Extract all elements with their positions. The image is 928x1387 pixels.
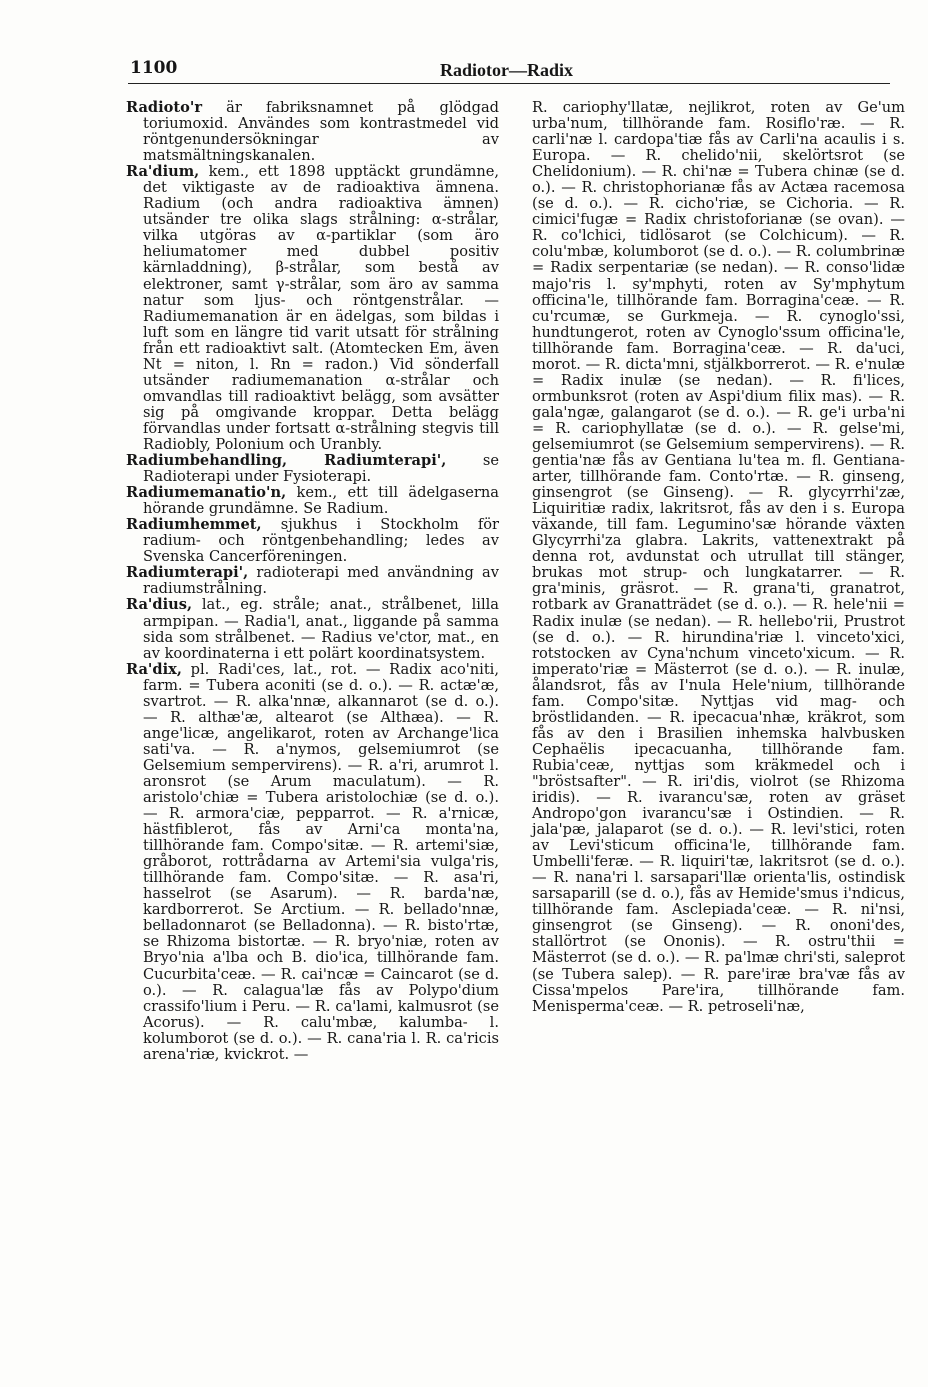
entry-definition: är fabriksnamnet på glödgad toriumoxid. Användes som kontrastmedel vid röntgenundersökningar av matsmältningskanalen. xyxy=(143,99,499,165)
entry-headword: Ra'dix, xyxy=(126,660,182,678)
entry-headword: Ra'dium, xyxy=(126,163,200,181)
left-column xyxy=(126,100,499,1063)
page-number: 1100 xyxy=(130,58,178,78)
dictionary-entry xyxy=(126,100,499,164)
radix-continuation-text: R. cariophy'llatæ, nejlikrot, roten av Ge'um urba'num, tillhörande fam. Rosiflo'ræ. — R. carli'næ l. cardopa'tiæ fås av Carli'na acaulis i s. Europa. — R. chelido'nii, skelörtsrot (se Chelidonium). — R. chi'næ = Tubera chinæ (se d. o.). — R. christophorianæ fås av Actæa racemosa (se d. o.). — R. cicho'riæ, se Cichoria. — R. cimici'fugæ = Radix christoforianæ (se ovan). — R. co'lchici, tidlösarot (se Colchicum). — R. colu'mbæ, kolumborot (se d. o.). — R. columbrinæ = Radix serpentariæ (se nedan). — R. conso'lidæ majo'ris l. sy'mphyti, roten av Sy'mphytum officina'le, tillhörande fam. Borragina'ceæ. — R. cu'rcumæ, se Gurkmeja. — R. cynoglo'ssi, hundtungerot, roten av Cynoglo'ssum officina'le, tillhörande fam. Borragina'ceæ. — R. da'uci, morot. — R. dicta'mni, stjälkborrerot. — R. e'nulæ = Radix inulæ (se nedan). — R. fi'lices, ormbunksrot (roten av Aspi'dium filix mas). — R. gala'ngæ, galangarot (se d. o.). — R. ge'i urba'ni = R. cariophyllatæ (se d. o.). — R. gelse'mi, gelsemiumrot (se Gelsemium sempervirens). — R. gentia'næ fås av Gentiana lu'tea m. fl. Gentiana-arter, tillhörande fam. Conto'rtæ. — R. ginseng, ginsengrot (se Ginseng). — R. glycyrrhi'zæ, Liquiritiæ radix, lakritsrot, fås av den i s. Europa växande, till fam. Legumino'sæ hörande växten Glycyrrhi'za glabra. Lakrits, vattenextrakt på denna rot, avdunstat och utrullat till stänger, brukas mot strup- och lungkatarrer. — R. gra'minis, gräsrot. — R. grana'ti, granatrot, rotbark av Granatträdet (se d. o.). — R. hele'nii = Radix inulæ (se nedan). — R. hellebo'rii, Prustrot (se d. o.). — R. hirundina'riæ l. vinceto'xici, rotstocken av Cyna'nchum vinceto'xicum. — R. imperato'riæ = Mästerrot (se d. o.). — R. inulæ, ålandsrot, fås av I'nula Hele'nium, tillhörande fam. Compo'sitæ. Nyttjas vid mag- och bröstlidanden. — R. ipecacua'nhæ, kräkrot, som fås av den i Brasilien inhemska halvbusken Cephaëlis ipecacuanha, tillhörande fam. Rubia'ceæ, nyttjas som kräkmedel och i "bröstsafter". — R. iri'dis, violrot (se Rhizoma iridis). — R. ivarancu'sæ, roten av gräset Andropo'gon ivarancu'sæ i Ostindien. — R. jala'pæ, jalaparot (se d. o.). — R. levi'stici, roten av Levi'sticum officina'le, tillhörande fam. Umbelli'feræ. — R. liquiri'tæ, lakritsrot (se d. o.). — R. nana'ri l. sarsapari'llæ orienta'lis, ostindisk sarsaparill (se d. o.), fås av Hemide'smus i'ndicus, tillhörande fam. Asclepiada'ceæ. — R. ni'nsi, ginsengrot (se Ginseng). — R. ononi'des, stallörtrot (se Ononis). — R. ostru'thii = Mästerrot (se d. o.). — R. pa'lmæ chri'sti, saleprot (se Tubera salep). — R. pare'iræ bra'væ fås av Cissa'mpelos Pare'ira, tillhörande fam. Menisperma'ceæ. — R. petroseli'næ, xyxy=(532,99,905,1015)
entry-definition: lat., eg. stråle; anat., strålbenet, lilla armpipan. — Radia'l, anat., liggande på samma sida som strålbenet. — Radius ve'ctor, mat., en av koordinaterna i ett polärt koordinatsystem. xyxy=(143,596,499,662)
entry-headword: Radioto'r xyxy=(126,99,203,116)
dictionary-entry xyxy=(126,453,499,485)
entry-definition: sjukhus i Stockholm för radium- och röntgenbehandling; ledes av Svenska Cancerföreningen. xyxy=(143,516,499,566)
dictionary-entry xyxy=(126,597,499,661)
header-rule xyxy=(128,83,890,84)
entry-definition: pl. Radi'ces, lat., rot. — Radix aco'niti, farm. = Tubera aconiti (se d. o.). — R. actæ'æ, svartrot. — R. alka'nnæ, alkannarot (se d. o.). — R. althæ'æ, altearot (se Althæa). — R. ange'licæ, angelikarot, roten av Archange'lica sati'va. — R. a'nymos, gelsemiumrot (se Gelsemium sempervirens). — R. a'ri, arumrot l. aronsrot (se Arum maculatum). — R. aristolo'chiæ = Tubera aristolochiæ (se d. o.). — R. armora'ciæ, pepparrot. — R. a'rnicæ, hästfiblerot, fås av Arni'ca monta'na, tillhörande fam. Compo'sitæ. — R. artemi'siæ, gråborot, rottrådarna av Artemi'sia vulga'ris, tillhörande fam. Compo'sitæ. — R. asa'ri, hasselrot (se Asarum). — R. barda'næ, kardborrerot. Se Arctium. — R. bellado'nnæ, belladonnarot (se Belladonna). — R. bisto'rtæ, se Rhizoma bistortæ. — R. bryo'niæ, roten av Bryo'nia a'lba och B. dio'ica, tillhörande fam. Cucurbita'ceæ. — R. cai'ncæ = Caincarot (se d. o.). — R. calagua'læ fås av Polypo'dium crassifo'lium i Peru. — R. ca'lami, kalmusrot (se Acorus). — R. calu'mbæ, kalumba- l. kolumborot (se d. o.). — R. cana'ria l. R. ca'ricis arena'riæ, kvickrot. — xyxy=(143,660,499,1063)
dictionary-entry xyxy=(126,164,499,453)
entry-definition: se Radioterapi under Fysioterapi. xyxy=(143,452,500,486)
entry-definition: kem., ett till ädelgaserna hörande grundämne. Se Radium. xyxy=(143,484,499,518)
entry-definition: radioterapi med användning av radiumstrålning. xyxy=(143,564,499,598)
entry-headword: Radiumemanatio'n, xyxy=(126,484,287,502)
dictionary-entry xyxy=(126,565,499,597)
entry-definition: kem., ett 1898 upptäckt grundämne, det viktigaste av de radioaktiva ämnena. Radium (och andra radioaktiva ämnen) utsänder tre olika slags strålning: α-strålar, vilka utgöras av α-partiklar (som äro heliumatomer med dubbel positiv kärnladdning), β-strålar, som bestå av elektroner, samt γ-strålar, som äro av samma natur som ljus- och röntgenstrålar. — Radiumemanation är en ädelgas, som bildas i luft som en längre tid varit utsatt för strålning från ett radioaktivt salt. (Atomtecken Em, även Nt = niton, l. Rn = radon.) Vid sönderfall utsänder radiumemanation α-strålar och omvandlas till radioaktivt belägg, som avsätter sig på omgivande kroppar. Detta belägg förvandlas under fortsatt α-strålning stegvis till Radiobly, Polonium och Uranbly. xyxy=(143,163,499,453)
entry-headword: Radiumbehandling, Radiumterapi', xyxy=(126,452,447,470)
dictionary-entry xyxy=(126,485,499,517)
running-head: Radiotor—Radix xyxy=(439,60,573,80)
dictionary-entry xyxy=(126,662,499,1063)
dictionary-entry xyxy=(126,517,499,565)
entry-headword: Ra'dius, xyxy=(126,596,193,614)
right-column xyxy=(532,100,905,1015)
entry-headword: Radiumhemmet, xyxy=(126,516,262,534)
entry-headword: Radiumterapi', xyxy=(126,564,249,582)
